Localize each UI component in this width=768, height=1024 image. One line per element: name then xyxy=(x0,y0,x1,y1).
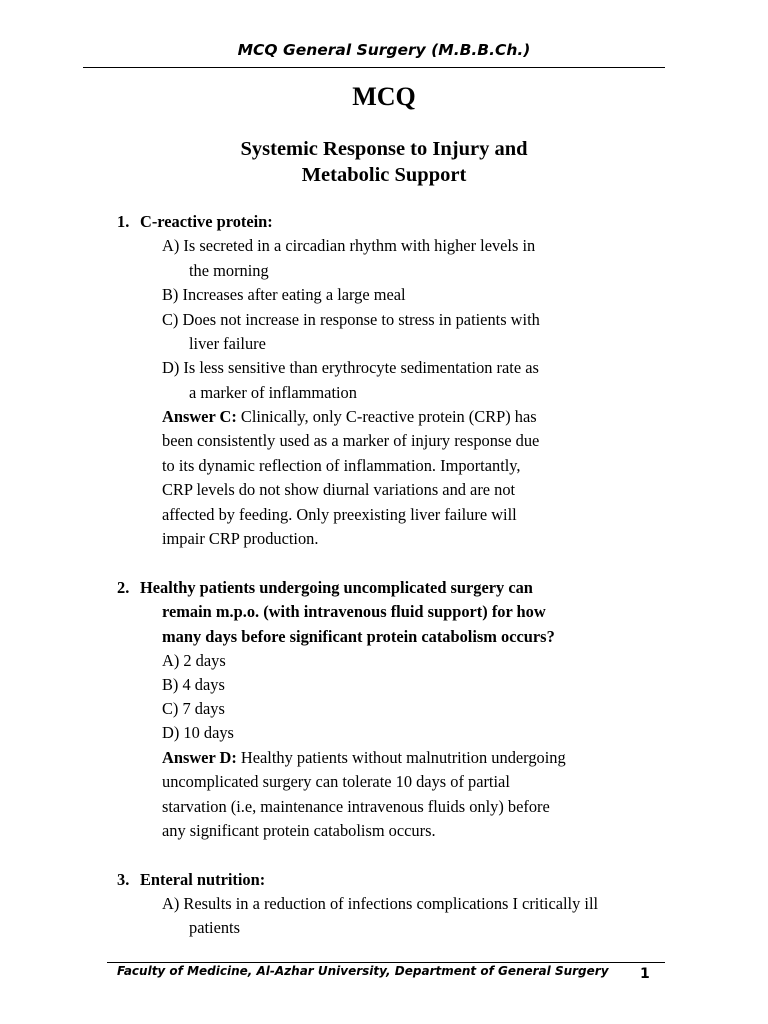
question-1-stem: C-reactive protein: xyxy=(140,212,273,231)
q2-answer-line-4: any significant protein catabolism occurs. xyxy=(162,821,436,840)
q1-option-b: B) Increases after eating a large meal xyxy=(162,285,406,304)
section-subtitle xyxy=(0,136,768,188)
q1-option-c: C) Does not increase in response to stress in patients with xyxy=(162,310,540,329)
page-title: MCQ xyxy=(352,82,416,111)
q1-answer-line-1 xyxy=(162,407,537,427)
question-2-stem-1: Healthy patients undergoing uncomplicated surgery can xyxy=(140,578,533,597)
q2-answer-line-1 xyxy=(162,748,566,768)
q2-option-c: C) 7 days xyxy=(162,699,225,718)
question-2-stem-3: many days before significant protein catabolism occurs? xyxy=(162,627,555,646)
q1-answer-text: Clinically, only C-reactive protein (CRP) has xyxy=(236,407,537,426)
q1-option-d: D) Is less sensitive than erythrocyte sedimentation rate as xyxy=(162,358,539,377)
q2-answer-text: Healthy patients without malnutrition undergoing xyxy=(236,748,566,767)
q2-option-a: A) 2 days xyxy=(162,651,226,670)
q2-answer-label: Answer D: xyxy=(162,748,237,767)
question-2-stem-2: remain m.p.o. (with intravenous fluid support) for how xyxy=(162,602,546,621)
q1-answer-line-3: to its dynamic reflection of inflammation. Importantly, xyxy=(162,456,521,475)
page-number: 1 xyxy=(640,966,650,982)
q1-option-c-cont: liver failure xyxy=(189,334,266,353)
q2-option-b: B) 4 days xyxy=(162,675,225,694)
q1-answer-line-4: CRP levels do not show diurnal variations and are not xyxy=(162,480,516,499)
question-1-number: 1. xyxy=(117,212,130,231)
q1-option-a: A) Is secreted in a circadian rhythm with higher levels in xyxy=(162,236,536,255)
q2-answer-line-2: uncomplicated surgery can tolerate 10 days of partial xyxy=(162,772,510,791)
header-rule xyxy=(83,67,665,68)
subtitle-line-2: Metabolic Support xyxy=(301,164,467,186)
q1-answer-line-6: impair CRP production. xyxy=(162,529,319,548)
q2-answer-line-3: starvation (i.e, maintenance intravenous fluids only) before xyxy=(162,797,550,816)
footer-rule xyxy=(107,962,665,963)
q1-option-a-cont: the morning xyxy=(189,261,269,280)
q1-answer-label: Answer C: xyxy=(162,407,237,426)
question-3-number: 3. xyxy=(117,870,130,889)
q1-answer-line-2: been consistently used as a marker of injury response due xyxy=(162,431,540,450)
q2-option-d: D) 10 days xyxy=(162,723,234,742)
q3-option-a: A) Results in a reduction of infections complications I critically ill xyxy=(162,894,599,913)
running-footer: Faculty of Medicine, Al-Azhar University, Department of General Surgery xyxy=(117,964,609,978)
question-2-number: 2. xyxy=(117,578,130,597)
running-header: MCQ General Surgery (M.B.B.Ch.) xyxy=(237,41,531,59)
q1-option-d-cont: a marker of inflammation xyxy=(189,383,357,402)
subtitle-line-1: Systemic Response to Injury and xyxy=(240,138,528,160)
q1-answer-line-5: affected by feeding. Only preexisting liver failure will xyxy=(162,505,517,524)
q3-option-a-cont: patients xyxy=(189,918,240,937)
question-3-stem: Enteral nutrition: xyxy=(140,870,266,889)
